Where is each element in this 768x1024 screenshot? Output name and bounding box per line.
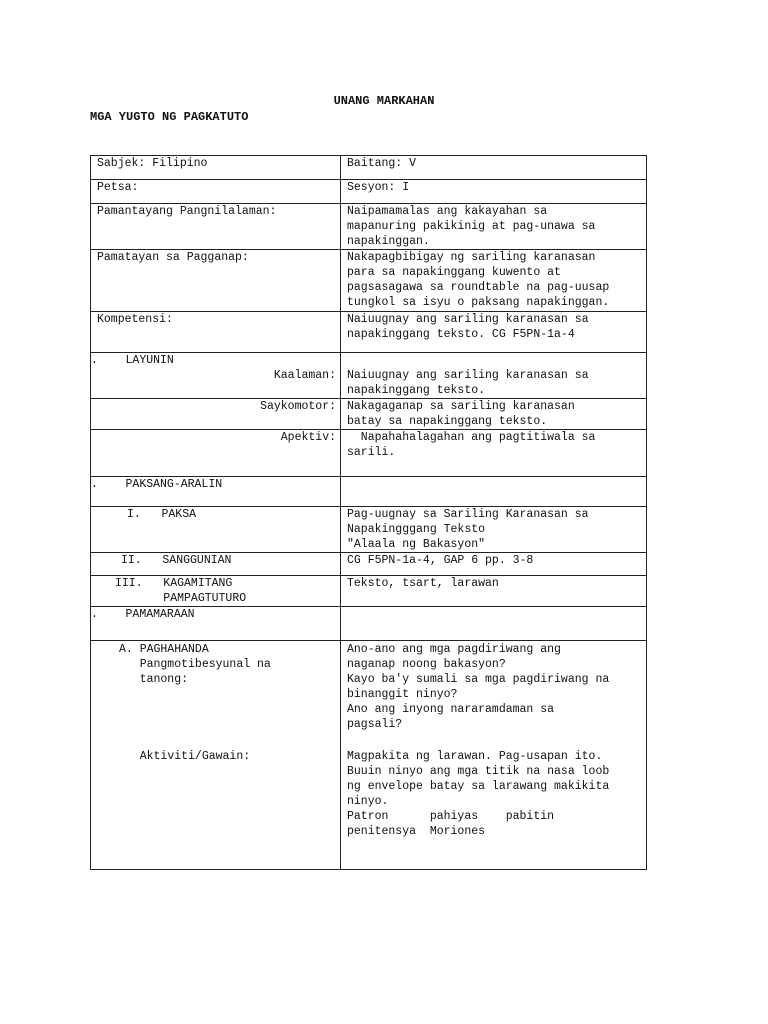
date-cell: Petsa:: [91, 180, 341, 204]
knowledge-value: Naiuugnay ang sariling karanasan sa napakinggang teksto.: [341, 353, 647, 399]
session-cell: Sesyon: I: [341, 180, 647, 204]
table-row: [91, 430, 647, 477]
table-row: [91, 156, 647, 180]
table-row: [91, 204, 647, 250]
page-title: UNANG MARKAHAN: [333, 94, 435, 108]
psychomotor-label: Saykomotor:: [91, 399, 341, 430]
competency-label: Kompetensi:: [91, 312, 341, 353]
materials-label: III. KAGAMITANG PAMPAGTUTURO: [91, 576, 341, 607]
preparation-heading: A. PAGHAHANDA: [119, 643, 209, 656]
table-row: [91, 641, 647, 870]
table-row: [91, 312, 647, 353]
table-row: [91, 180, 647, 204]
performance-standard-value: Nakapagbibigay ng sariling karanasan para sa napakinggang kuwento at pagsasagawa sa roundtable na pag-uusap tungkol sa isyu o paksang napakinggan.: [341, 250, 647, 312]
preparation-content-cell: Ano-ano ang mga pagdiriwang ang naganap noong bakasyon? Kayo ba'y sumali sa mga pagdiriwang na binanggit ninyo? Ano ang inyong nararamdaman sa pagsali? Magpakita ng larawan. Pag-usapan ito. Buuin ninyo ang mga titik na nasa loob ng envelope batay sa larawang makikita ninyo. Patron pahiyas pabitin penitensya Moriones: [341, 641, 647, 870]
objectives-heading: LAYUNIN: [125, 354, 174, 367]
grade-cell: Baitang: V: [341, 156, 647, 180]
subject-matter-cell: [91, 477, 341, 507]
affective-label: Apektiv:: [91, 430, 341, 477]
subject-matter-heading: PAKSANG-ARALIN: [125, 478, 223, 491]
bullet: .: [91, 608, 98, 621]
table-row: [91, 477, 647, 507]
content-standard-value: Naipamamalas ang kakayahan sa mapanuring pakikinig at pag-unawa sa napakinggan.: [341, 204, 647, 250]
reference-value: CG F5PN-1a-4, GAP 6 pp. 3-8: [341, 553, 647, 576]
reference-label: II. SANGGUNIAN: [91, 553, 341, 576]
table-row: [91, 250, 647, 312]
objectives-cell: [91, 353, 341, 399]
psychomotor-value: Nakagaganap sa sariling karanasan batay sa napakinggang teksto.: [341, 399, 647, 430]
topic-value: Pag-uugnay sa Sariling Karanasan sa Napakingggang Teksto "Alaala ng Bakasyon": [341, 507, 647, 553]
table-row: [91, 553, 647, 576]
affective-value: Napahahalagahan ang pagtitiwala sa sarili.: [341, 430, 647, 477]
subject-cell: Sabjek: Filipino: [91, 156, 341, 180]
table-row: [91, 353, 647, 399]
competency-value: Naiuugnay ang sariling karanasan sa napakinggang teksto. CG F5PN-1a-4: [341, 312, 647, 353]
table-row: [91, 399, 647, 430]
materials-value: Teksto, tsart, larawan: [341, 576, 647, 607]
preparation-label-cell: A. PAGHAHANDA Pangmotibesyunal na tanong: Aktiviti/Gawain:: [91, 641, 341, 870]
empty-cell: [341, 477, 647, 507]
lesson-plan-table: [90, 155, 647, 870]
activity-label: Aktiviti/Gawain:: [139, 750, 251, 763]
section-subtitle: MGA YUGTO NG PAGKATUTO: [90, 110, 249, 124]
procedure-cell: [91, 607, 341, 641]
performance-standard-label: Pamatayan sa Pagganap:: [91, 250, 341, 312]
content-standard-label: Pamantayang Pangnilalaman:: [91, 204, 341, 250]
bullet: .: [91, 354, 98, 367]
table-row: [91, 507, 647, 553]
knowledge-label: Kaalaman:: [273, 369, 336, 382]
topic-label: I. PAKSA: [91, 507, 341, 553]
bullet: .: [91, 478, 98, 491]
empty-cell: [341, 607, 647, 641]
table-row: [91, 576, 647, 607]
procedure-heading: PAMAMARAAN: [125, 608, 195, 621]
table-row: [91, 607, 647, 641]
